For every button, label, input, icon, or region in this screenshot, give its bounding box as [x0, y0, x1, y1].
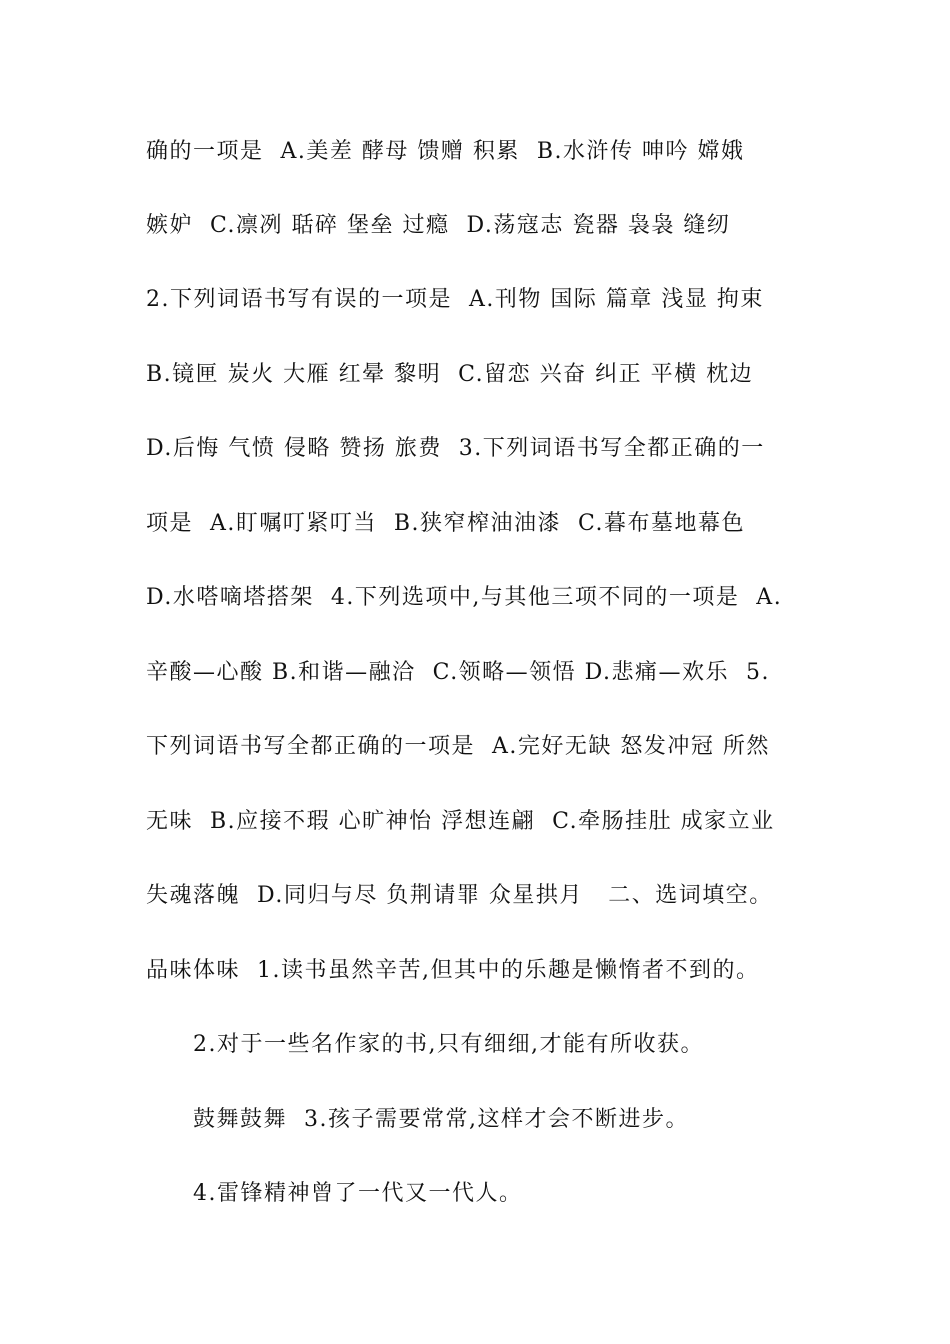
text-line-12: 品味体味 1.读书虽然辛苦,但其中的乐趣是懒惰者不到的。 [146, 958, 760, 983]
text-line-9: 下列词语书写全都正确的一项是 A.完好无缺 怒发冲冠 所然 [146, 734, 770, 759]
text-line-5: D.后悔 气愤 侵略 赞扬 旅费 3.下列词语书写全都正确的一 [146, 436, 765, 461]
text-line-11: 失魂落魄 D.同归与尽 负荆请罪 众星拱月 二、选词填空。 [146, 883, 773, 908]
text-line-7: D.水嗒嘀塔搭架 4.下列选项中,与其他三项不同的一项是 A. [146, 585, 783, 610]
text-line-14: 鼓舞鼓舞 3.孩子需要常常,这样才会不断进步。 [193, 1107, 689, 1132]
text-line-3: 2.下列词语书写有误的一项是 A.刊物 国际 篇章 浅显 拘束 [146, 287, 764, 312]
text-line-1: 确的一项是 A.美差 酵母 馈赠 积累 B.水浒传 呻吟 嫦娥 [146, 139, 745, 164]
text-line-15: 4.雷锋精神曾了一代又一代人。 [193, 1181, 523, 1206]
text-line-2: 嫉妒 C.凛冽 聒碎 堡垒 过瘾 D.荡寇志 瓷器 袅袅 缝纫 [146, 213, 731, 238]
text-line-6: 项是 A.盯嘱叮紧叮当 B.狭窄榨油油漆 C.暮布墓地幕色 [146, 511, 746, 536]
text-line-13: 2.对于一些名作家的书,只有细细,才能有所收获。 [193, 1032, 704, 1057]
text-line-10: 无味 B.应接不瑕 心旷神怡 浮想连翩 C.牵肠挂肚 成家立业 [146, 809, 775, 834]
text-line-4: B.镜匣 炭火 大雁 红晕 黎明 C.留恋 兴奋 纠正 平横 枕边 [146, 362, 754, 387]
text-line-8: 辛酸—心酸 B.和谐—融洽 C.领略—领悟 D.悲痛—欢乐 5. [146, 660, 771, 685]
